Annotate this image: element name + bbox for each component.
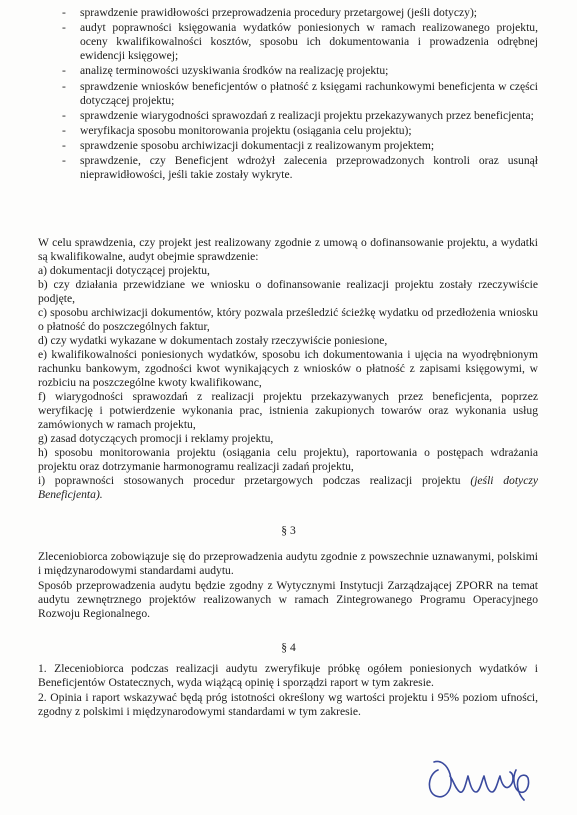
scope-item-italic: (jeśli dotyczy Beneficjenta). [38,474,538,501]
scope-item: h) sposobu monitorowania projektu (osiągania celu projektu), raportowania o postępach wdrażania projektu oraz dotrzymanie harmonogramu realizacji zadań projektu, [38,446,538,473]
verification-scope-block [38,236,538,502]
intro-paragraph: W celu sprawdzenia, czy projekt jest realizowany zgodnie z umową o dofinansowanie projektu, a wydatki są kwalifikowalne, audyt obejmie sprawdzenie: [38,236,538,263]
audit-scope-bullet-list [62,6,538,184]
bullet-item: - sprawdzenie prawidłowości przeprowadzenia procedury przetargowej (jeśli dotyczy); [62,6,478,19]
bullet-text: analizę terminowości uzyskiwania środków na realizację projektu; [80,64,389,78]
scope-item-text: i) poprawności stosowanych procedur przetargowych podczas realizacji projektu [38,474,471,487]
handwritten-signature [420,752,540,804]
bullet-text: sprawdzenie, czy Beneficjent wdrożył zalecenia przeprowadzonych kontroli oraz usunął nieprawidłowości, jeśli takie zostały wykryte. [80,154,538,182]
bullet-item: - audyt poprawności księgowania wydatków poniesionych w ramach realizowanego projektu, oceny kwalifikowalności kosztów, sposobu ich dokumentowania i prowadzenia odrębnej ewidencji księgowej; [62,21,538,63]
bullet-item: - weryfikacja sposobu monitorowania projektu (osiągania celu projektu); [62,123,412,137]
section-3-body [38,550,538,622]
bullet-item: - sprawdzenie wiarygodności sprawozdań z realizacji projektu przekazywanych przez beneficjenta; [62,108,534,122]
scope-item: g) zasad dotyczących promocji i reklamy projektu, [38,432,274,445]
bullet-text: sprawdzenie sposobu archiwizacji dokumentacji z realizowanym projektem; [80,139,435,153]
scope-item [38,474,538,502]
bullet-item: - sprawdzenie, czy Beneficjent wdrożył zalecenia przeprowadzonych kontroli oraz usunął nieprawidłowości, jeśli takie zostały wykryte. [62,154,538,182]
bullet-item: - sprawdzenie wniosków beneficjentów o płatność z księgami rachunkowymi beneficjenta w części dotyczącej projektu; [62,79,538,107]
section-3-paragraph: Sposób przeprowadzenia audytu będzie zgodny z Wytycznymi Instytucji Zarządzającej ZPORR na temat audytu zewnętrznego projektów realizowanych w ramach Zintegrowanego Programu Operacyjnego Rozwoju Regionalnego. [38,578,538,620]
bullet-text: audyt poprawności księgowania wydatków poniesionych w ramach realizowanego projektu, oceny kwalifikowalności kosztów, sposobu ich dokumentowania i prowadzenia odrębnej ewidencji księgowej; [80,21,538,63]
section-4-body [38,662,538,720]
section-3-paragraph: Zleceniobiorca zobowiązuje się do przeprowadzenia audytu zgodnie z powszechnie uznawanymi, polskimi i międzynarodowymi standardami audytu. [38,550,538,577]
bullet-item: - sprawdzenie sposobu archiwizacji dokumentacji z realizowanym projektem; [62,139,435,153]
scope-item: f) wiarygodności sprawozdań z realizacji projektu przekazywanych przez beneficjenta, poprzez weryfikację i potwierdzenie wykonania prac, istnienia zakupionych towarów oraz wykonania usług zamówionych w ramach projektu, [38,390,538,431]
bullet-text: sprawdzenie prawidłowości przeprowadzenia procedury przetargowej (jeśli dotyczy); [80,6,478,19]
scope-item: b) czy działania przewidziane we wniosku o dofinansowanie realizacji projektu zostały rzeczywiście podjęte, [38,278,538,305]
section-4-paragraph: 2. Opinia i raport wskazywać będą próg istotności określony wg wartości projektu i 95% poziom ufności, zgodny z polskimi i międzynarodowymi standardami w tym zakresie. [38,690,538,718]
section-4-paragraph: 1. Zleceniobiorca podczas realizacji audytu zweryfikuje próbkę ogółem poniesionych wydatków i Beneficjentów Ostatecznych, wyda wiążącą opinię i sporządzi raport w tym zakresie. [38,662,538,689]
section-4-heading: § 4 [281,641,296,654]
signature-stroke [429,762,528,801]
bullet-text: weryfikacja sposobu monitorowania projektu (osiągania celu projektu); [80,123,412,137]
scope-item: d) czy wydatki wykazane w dokumentach zostały rzeczywiście poniesione, [38,334,388,347]
scope-item: e) kwalifikowalności poniesionych wydatków, sposobu ich dokumentowania i ujęcia na wyodrębnionym rachunku bankowym, zgodności kwot wynikających z wniosków o płatność z zapisami księgowymi, w rozbiciu na poszczególne kwoty kwalifikowanc, [38,348,538,389]
bullet-text: sprawdzenie wniosków beneficjentów o płatność z księgami rachunkowymi beneficjenta w części dotyczącej projektu; [80,79,538,107]
section-3-heading: § 3 [281,524,296,537]
bullet-text: sprawdzenie wiarygodności sprawozdań z realizacji projektu przekazywanych przez beneficjenta; [80,108,534,122]
bullet-item: - analizę terminowości uzyskiwania środków na realizację projektu; [62,64,389,78]
scope-item: a) dokumentacji dotyczącej projektu, [38,264,210,277]
scope-item: c) sposobu archiwizacji dokumentów, który pozwala prześledzić ścieżkę wydatku od przedłożenia wniosku o płatność do poszczególnych faktur, [38,306,538,333]
